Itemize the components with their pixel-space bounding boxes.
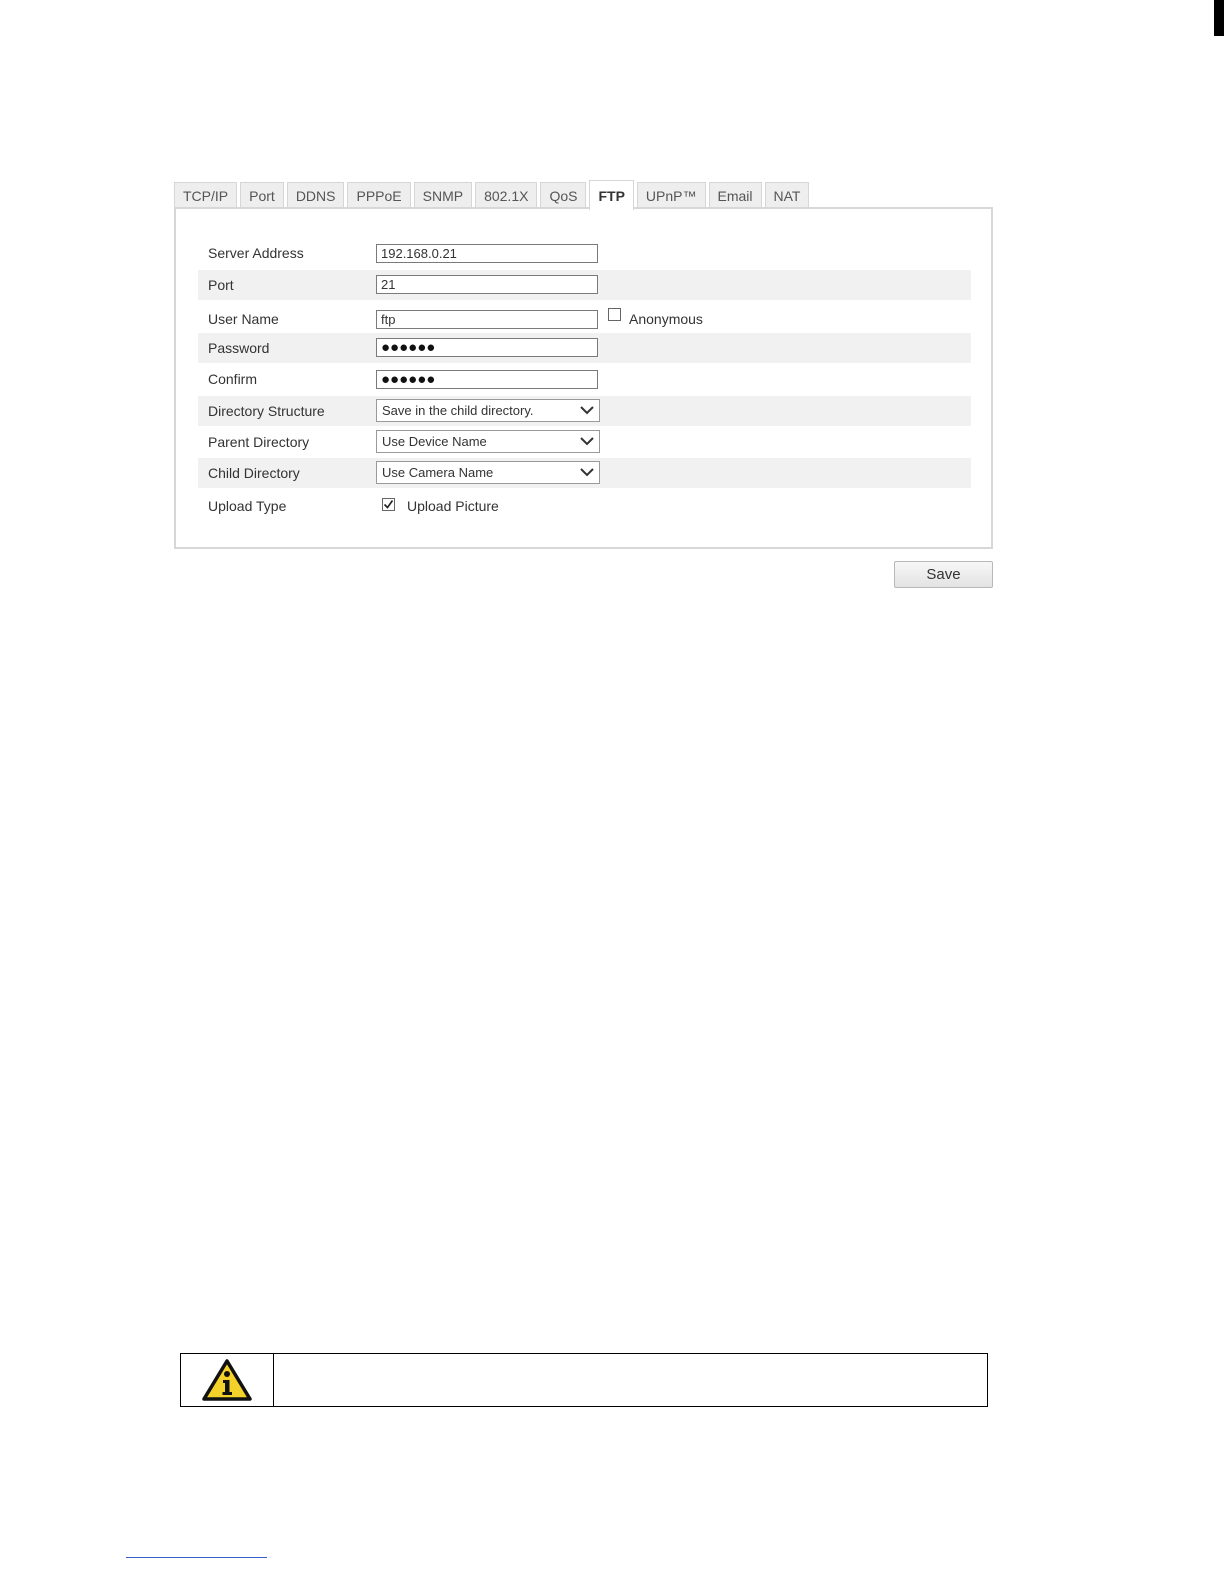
tab-8021x[interactable]: 802.1X xyxy=(475,182,537,209)
upload-type-row xyxy=(198,491,971,521)
server-address-row xyxy=(198,238,971,268)
server-address-label: Server Address xyxy=(208,245,304,261)
tab-email[interactable]: Email xyxy=(709,182,762,209)
tab-ftp[interactable]: FTP xyxy=(589,180,633,210)
server-address-value: 192.168.0.21 xyxy=(381,246,457,261)
confirm-value: ●●●●●● xyxy=(381,371,436,388)
upload-type-label: Upload Type xyxy=(208,498,287,514)
anonymous-label: Anonymous xyxy=(629,311,703,327)
confirm-input[interactable] xyxy=(376,370,598,389)
tab-snmp[interactable]: SNMP xyxy=(414,182,472,209)
user-name-input[interactable] xyxy=(376,310,598,329)
checkmark-icon xyxy=(383,499,394,510)
directory-structure-select[interactable] xyxy=(376,399,600,422)
chevron-down-icon xyxy=(580,406,594,416)
child-directory-select[interactable] xyxy=(376,461,600,484)
ftp-settings-panel xyxy=(174,207,993,549)
upload-picture-checkbox[interactable] xyxy=(382,498,395,511)
password-value: ●●●●●● xyxy=(381,339,436,356)
tab-pppoe[interactable]: PPPoE xyxy=(347,182,410,209)
parent-directory-select[interactable] xyxy=(376,430,600,453)
directory-structure-label: Directory Structure xyxy=(208,403,325,419)
child-directory-row xyxy=(198,458,971,488)
network-tab-bar xyxy=(174,179,812,209)
chevron-down-icon xyxy=(580,437,594,447)
chevron-down-icon xyxy=(580,468,594,478)
anonymous-checkbox[interactable] xyxy=(608,308,621,321)
user-name-value: ftp xyxy=(381,312,396,327)
password-input[interactable] xyxy=(376,338,598,357)
port-input[interactable] xyxy=(376,275,598,294)
child-directory-value: Use Camera Name xyxy=(382,465,494,480)
tab-qos[interactable]: QoS xyxy=(540,182,586,209)
note-text xyxy=(274,1354,987,1406)
port-value: 21 xyxy=(381,277,396,292)
user-name-row xyxy=(198,304,971,334)
password-row xyxy=(198,333,971,363)
server-address-input[interactable] xyxy=(376,244,598,263)
password-label: Password xyxy=(208,340,270,356)
warning-info-icon xyxy=(201,1358,253,1402)
user-name-label: User Name xyxy=(208,311,279,327)
parent-directory-label: Parent Directory xyxy=(208,434,310,450)
tab-port[interactable]: Port xyxy=(240,182,284,209)
port-row xyxy=(198,270,971,300)
parent-directory-value: Use Device Name xyxy=(382,434,487,449)
tab-upnp[interactable]: UPnP™ xyxy=(637,182,706,209)
port-label: Port xyxy=(208,277,234,293)
directory-structure-value: Save in the child directory. xyxy=(382,403,534,418)
tab-nat[interactable]: NAT xyxy=(765,182,810,209)
child-directory-label: Child Directory xyxy=(208,465,300,481)
page-edge-marker xyxy=(1214,0,1224,36)
note-icon-cell xyxy=(181,1354,274,1406)
parent-directory-row xyxy=(198,427,971,457)
save-button[interactable]: Save xyxy=(894,561,993,588)
upload-picture-label: Upload Picture xyxy=(407,498,499,514)
info-note-box xyxy=(180,1353,988,1407)
footer-link-underline xyxy=(126,1557,267,1558)
confirm-label: Confirm xyxy=(208,371,258,387)
directory-structure-row xyxy=(198,396,971,426)
tab-tcpip[interactable]: TCP/IP xyxy=(174,182,237,209)
confirm-row xyxy=(198,364,971,394)
tab-ddns[interactable]: DDNS xyxy=(287,182,345,209)
